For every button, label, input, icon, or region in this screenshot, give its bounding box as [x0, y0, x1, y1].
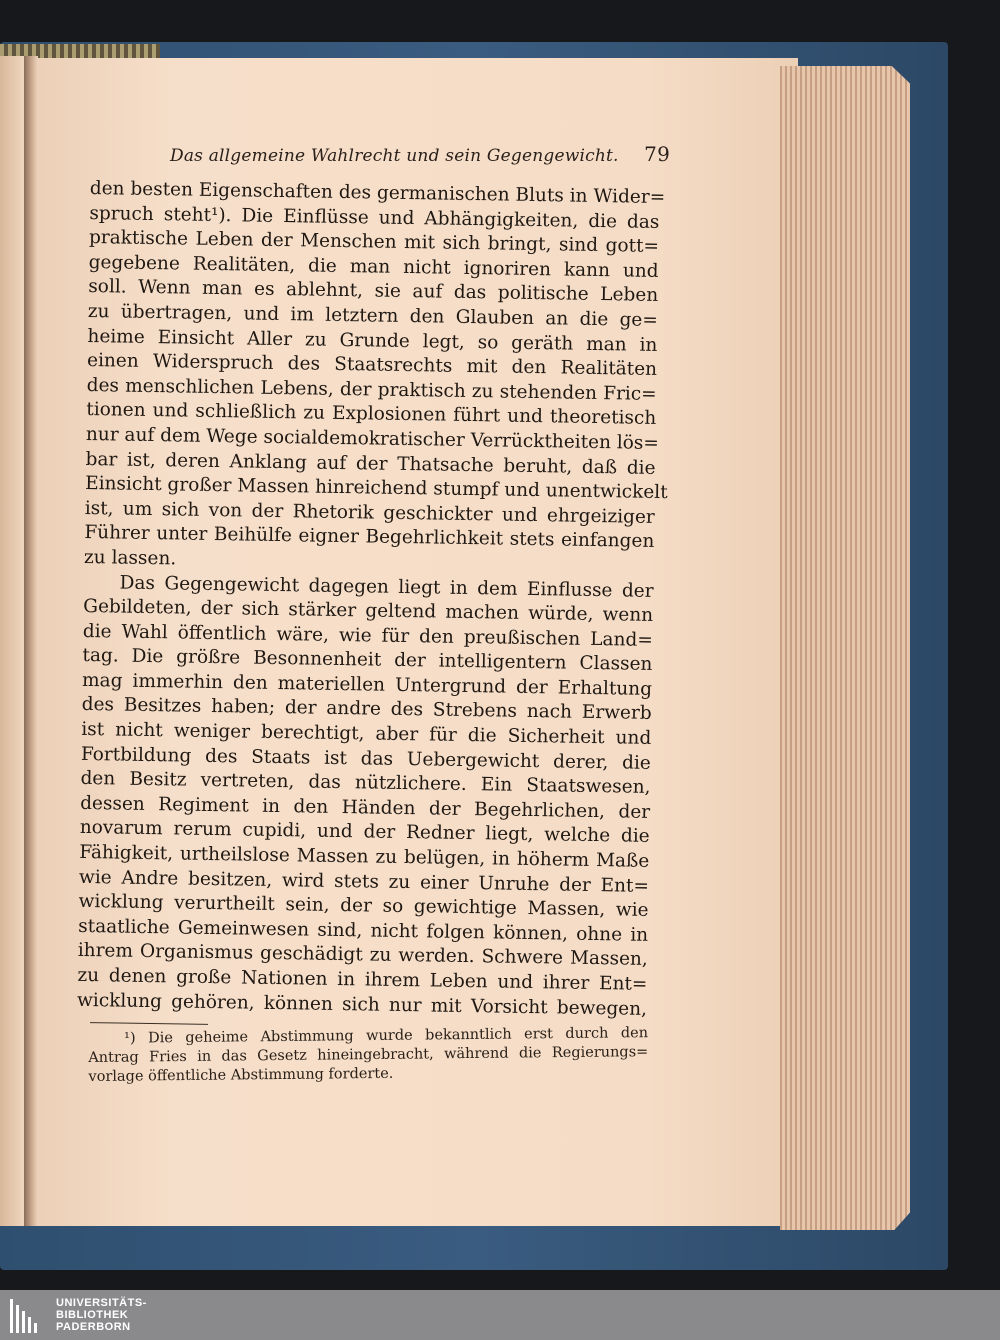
text-line: einen Widerspruch des Staatsrechts mit den Realitäten [86, 350, 658, 381]
text-line: ist nicht weniger berechtigt, aber für die Sicherheit und [81, 718, 652, 749]
logo-line: PADERBORN [56, 1321, 131, 1333]
text-line: spruch steht¹). Die Einflüsse und Abhängigkeiten, die das [89, 202, 660, 233]
gutter-shadow [24, 56, 38, 1226]
text-line: praktische Leben der Menschen mit sich bringt, sind gott= [88, 227, 660, 258]
footnote-line: ¹) Die geheime Abstimmung wurde bekanntlich erst durch den [124, 1025, 649, 1047]
text-line: staatliche Gemeinwesen sind, nicht folgen können, ohne in [78, 915, 649, 946]
text-line: die Wahl öffentlich wäre, wie für den preußischen Land= [82, 620, 653, 651]
text-line: soll. Wenn man es ablehnt, sie auf das politische Leben [88, 276, 659, 307]
library-logo-icon [6, 1295, 44, 1335]
page-edges [780, 66, 910, 1230]
text-line: Führer unter Beihülfe eigner Begehrlichkeit stets einfangen [84, 522, 655, 553]
running-head [170, 142, 670, 166]
logo-line: BIBLIOTHEK [56, 1309, 129, 1321]
text-line: mag immerhin den materiellen Untergrund der Erhaltung [81, 669, 653, 700]
text-line: tionen und schließlich zu Explosionen führt und theoretisch [86, 399, 657, 430]
library-footer [0, 1290, 1000, 1340]
running-head-title: Das allgemeine Wahlrecht und sein Gegengewicht. [170, 146, 619, 166]
text-line: wicklung gehören, können sich nur mit Vorsicht bewegen, [76, 989, 648, 1020]
text-line: heime Einsicht Aller zu Grunde legt, so geräth man in [87, 325, 658, 356]
text-line: Fortbildung des Staats ist das Uebergewicht derer, die [80, 743, 652, 774]
text-line: dessen Regiment in den Händen der Begehrlichen, der [79, 792, 651, 823]
logo-line: UNIVERSITÄTS- [56, 1297, 147, 1309]
footnote-line: vorlage öffentliche Abstimmung forderte. [88, 1065, 394, 1085]
text-line: zu übertragen, und im letztern den Glauben an die ge= [87, 300, 658, 331]
text-line: Einsicht großer Massen hinreichend stumpf und unentwickelt [85, 473, 668, 504]
footnote [88, 1024, 649, 1087]
text-line: des menschlichen Lebens, der praktisch zu stehenden Fric= [86, 374, 657, 405]
text-line: den besten Eigenschaften des germanischen Bluts in Wider= [89, 177, 666, 209]
text-line: gegebene Realitäten, die man nicht ignoriren kann und [88, 251, 659, 282]
text-line: den Besitz vertreten, das nützlichere. Ein Staatswesen, [80, 768, 651, 799]
left-page-edge [0, 56, 24, 1226]
body-text [76, 177, 668, 1022]
text-line: tag. Die größre Besonnenheit der intelligentern Classen [82, 645, 653, 676]
text-line: wie Andre besitzen, wird stets zu einer Unruhe der Ent= [78, 866, 650, 897]
library-logo-text [56, 1297, 147, 1333]
text-line: wicklung verurtheilt sein, der so gewichtige Massen, wie [78, 891, 649, 922]
text-line: novarum rerum cupidi, und der Redner liegt, welche die [79, 817, 650, 848]
text-line: zu denen große Nationen in ihrem Leben und ihrer Ent= [77, 964, 648, 995]
text-line: ist, um sich von der Rhetorik geschickter und ehrgeiziger [84, 497, 655, 528]
text-line: ihrem Organismus geschädigt zu werden. Schwere Massen, [77, 940, 648, 971]
text-line: des Besitzes haben; der andre des Strebens nach Erwerb [81, 694, 652, 725]
text-line: nur auf dem Wege socialdemokratischer Verrücktheiten lös= [85, 423, 660, 454]
text-line: zu lassen. [83, 546, 177, 570]
page-number: 79 [644, 142, 670, 166]
text-line: Das Gegengewicht dagegen liegt in dem Einflusse der [119, 572, 654, 602]
text-line: Fähigkeit, urtheilslose Massen zu belügen, in höherm Maße [79, 841, 650, 872]
text-line: bar ist, deren Anklang auf der Thatsache beruht, daß die [85, 448, 656, 479]
text-line: Gebildeten, der sich stärker geltend machen würde, wenn [83, 596, 654, 626]
footnote-line: Antrag Fries in das Gesetz hineingebracht, während die Regierungs= [88, 1044, 649, 1066]
